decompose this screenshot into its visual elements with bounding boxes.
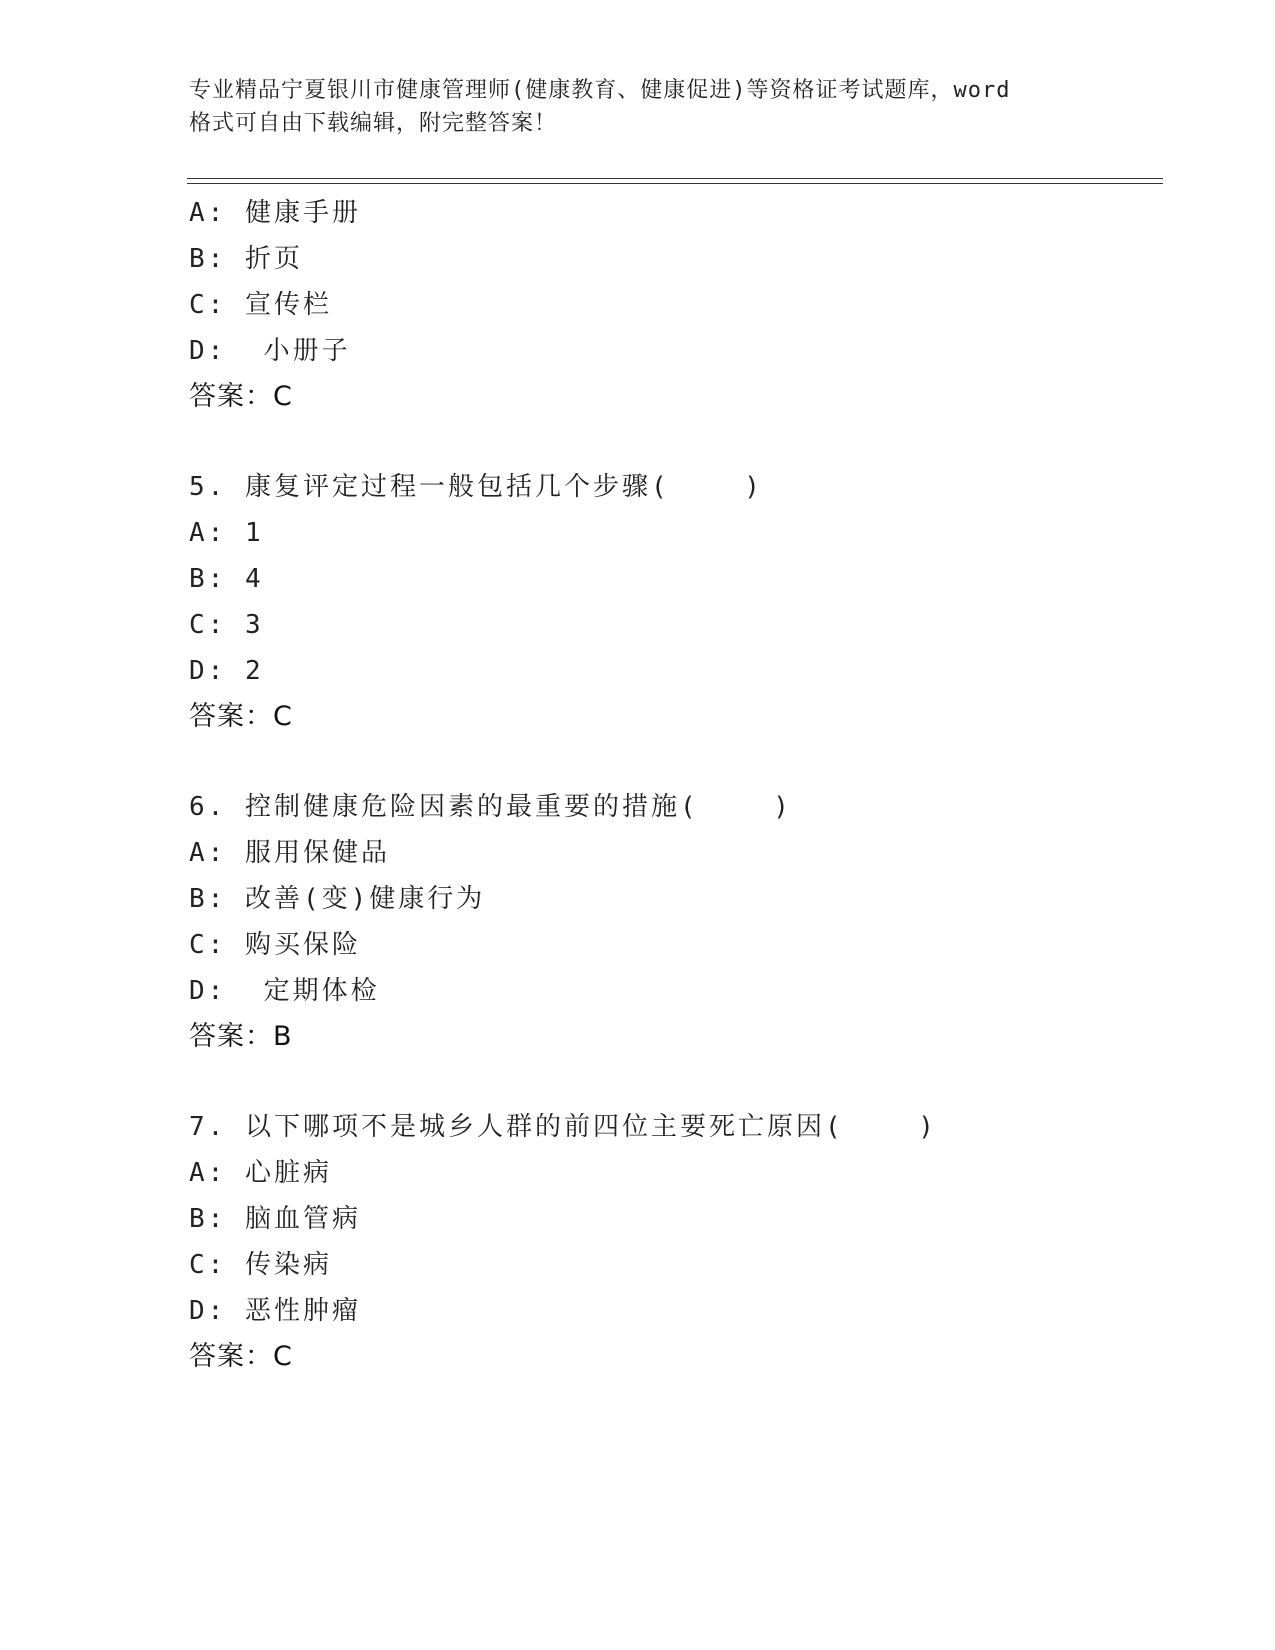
option-d: D: 恶性肿瘤 — [189, 1296, 361, 1326]
question-4-continued — [189, 190, 1149, 420]
header-line-2: 格式可自由下载编辑，附完整答案！ — [189, 111, 558, 136]
option-b: B: 改善(变)健康行为 — [189, 884, 486, 914]
option-d: D: 小册子 — [189, 336, 351, 366]
option-c: C: 传染病 — [189, 1250, 332, 1280]
question-5 — [189, 464, 1149, 740]
answer-line: 答案：C — [189, 381, 293, 412]
question-list — [189, 190, 1149, 1380]
question-text: 5. 康复评定过程一般包括几个步骤( ) — [189, 472, 763, 502]
header-line-1: 专业精品宁夏银川市健康管理师(健康教育、健康促进)等资格证考试题库，word — [189, 78, 1011, 103]
header-divider-bottom — [187, 183, 1163, 184]
question-7 — [189, 1104, 1149, 1380]
option-b: B: 4 — [189, 564, 264, 594]
option-a: A: 健康手册 — [189, 198, 361, 228]
answer-line: 答案：C — [189, 701, 293, 732]
option-d: D: 2 — [189, 656, 264, 686]
option-a: A: 1 — [189, 518, 264, 548]
option-b: B: 折页 — [189, 244, 303, 274]
option-a: A: 心脏病 — [189, 1158, 332, 1188]
option-b: B: 脑血管病 — [189, 1204, 361, 1234]
option-c: C: 3 — [189, 610, 264, 640]
question-6 — [189, 784, 1149, 1060]
document-header — [189, 74, 1089, 140]
option-d: D: 定期体检 — [189, 976, 380, 1006]
header-divider-top — [187, 178, 1163, 179]
option-c: C: 宣传栏 — [189, 290, 332, 320]
option-c: C: 购买保险 — [189, 930, 361, 960]
option-a: A: 服用保健品 — [189, 838, 390, 868]
question-text: 7. 以下哪项不是城乡人群的前四位主要死亡原因( ) — [189, 1112, 937, 1142]
answer-line: 答案：C — [189, 1341, 293, 1372]
question-text: 6. 控制健康危险因素的最重要的措施( ) — [189, 792, 792, 822]
answer-line: 答案：B — [189, 1021, 293, 1052]
